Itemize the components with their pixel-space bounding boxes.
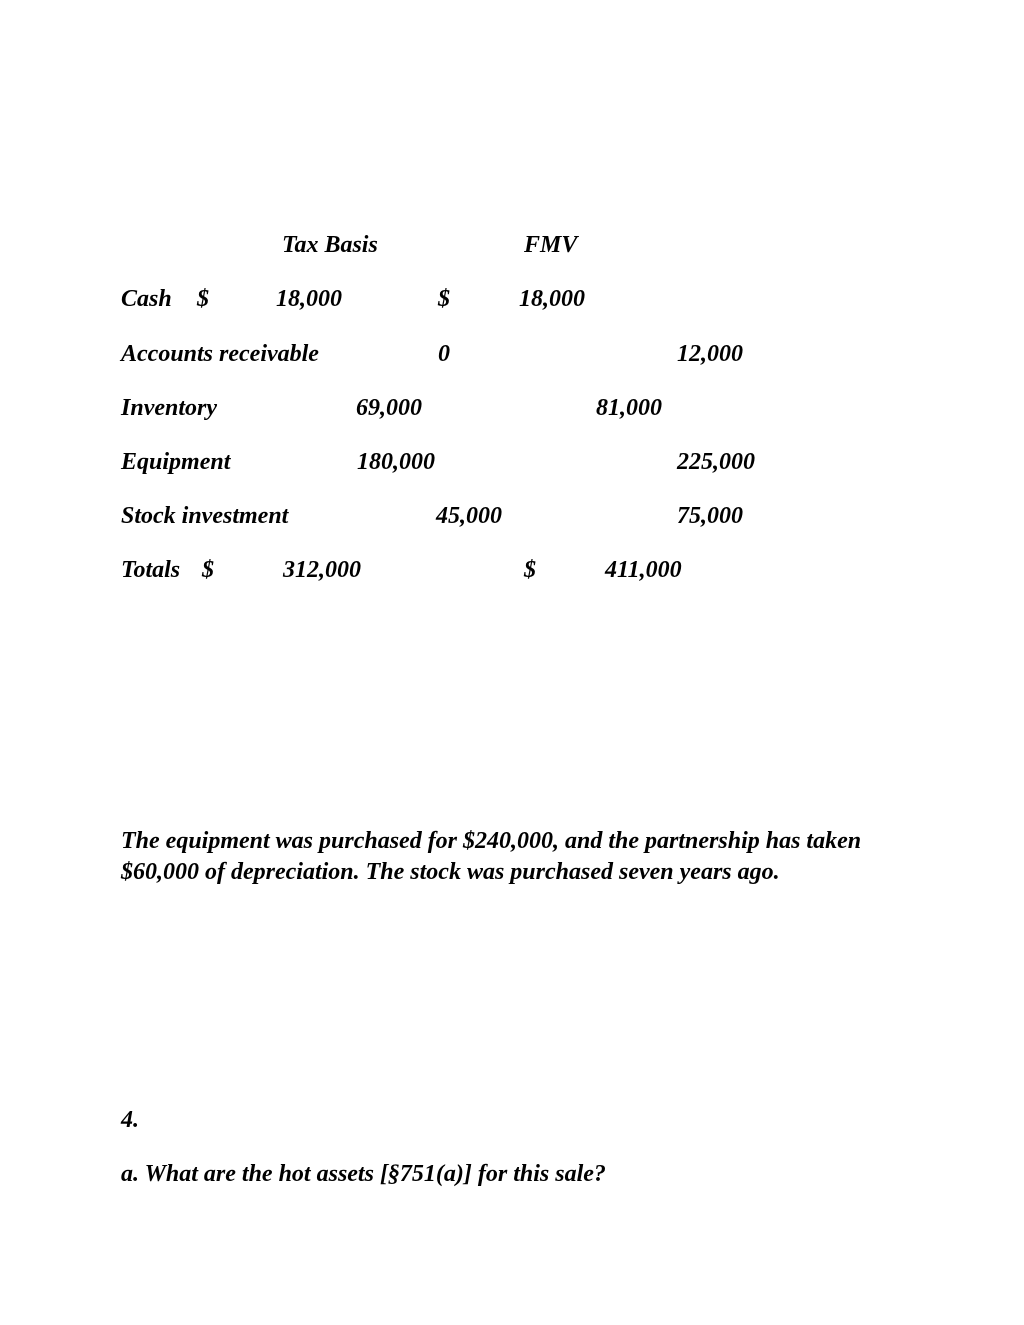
row-stock-tax-basis: 45,000 (436, 503, 502, 529)
row-cash-tax-dollar: $ (197, 286, 209, 312)
header-tax-basis: Tax Basis (282, 232, 378, 258)
row-inventory-tax-basis: 69,000 (356, 395, 422, 421)
row-totals-tax-dollar: $ (202, 557, 214, 583)
row-label-equipment: Equipment (121, 449, 231, 475)
row-stock-fmv: 75,000 (677, 503, 743, 529)
row-label-accounts-receivable: Accounts receivable (121, 341, 319, 367)
question-number: 4. (121, 1107, 139, 1133)
row-cash-fmv: 18,000 (519, 286, 585, 312)
row-label-inventory: Inventory (121, 395, 217, 421)
row-totals-fmv: 411,000 (605, 557, 682, 583)
row-ar-tax-basis: 0 (438, 341, 450, 367)
row-totals-tax-basis: 312,000 (283, 557, 361, 583)
row-cash-tax-basis: 18,000 (276, 286, 342, 312)
row-equipment-fmv: 225,000 (677, 449, 755, 475)
header-fmv: FMV (524, 232, 578, 258)
question-a: a. What are the hot assets [§751(a)] for this sale? (121, 1161, 606, 1187)
row-inventory-fmv: 81,000 (596, 395, 662, 421)
row-ar-fmv: 12,000 (677, 341, 743, 367)
row-equipment-tax-basis: 180,000 (357, 449, 435, 475)
row-cash-fmv-dollar: $ (438, 286, 450, 312)
row-label-totals: Totals (121, 557, 181, 583)
row-totals-fmv-dollar: $ (524, 557, 536, 583)
row-label-cash: Cash (121, 286, 172, 312)
row-label-stock-investment: Stock investment (121, 503, 289, 529)
equipment-stock-paragraph: The equipment was purchased for $240,000, and the partnership has taken $60,000 of depreciation. The stock was purchased seven years ago. (121, 828, 862, 885)
